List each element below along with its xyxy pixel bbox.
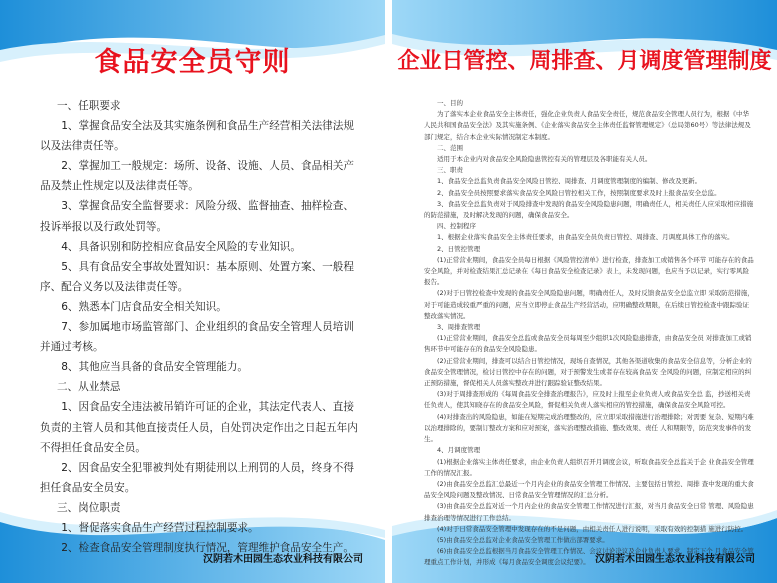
- policy-paragraph: (5)由食品安全总监对企业食品安全管理工作做出部署要求。: [437, 535, 609, 544]
- policy-paragraph: (4)对于日常食品安全管理中发现存在的不足问题，由相关责任人进行说明，采取有效的控制措 施进行防控。: [437, 524, 748, 533]
- company-name: 汉阴若木田园生态农业科技有限公司: [595, 554, 755, 565]
- policy-paragraph: 1、食品安全总监负责食品安全风险日管控、周排查、月调度管理制度的编制、修改及更新。: [437, 177, 702, 186]
- rule-item: 4、具备识别和防控相应食品安全风险的专业知识。: [61, 240, 301, 253]
- policy-paragraph: (3)由食品安全总监对近一个月内企业的食品安全管理工作情况进行汇报，对当月食品安全日常 管理、风险隐患排查治理等情况进行工作总结。: [424, 502, 754, 522]
- rule-item: 1、因食品安全违法被吊销许可证的企业，其法定代表人、直接负责的主管人员和其他直接责任人员，自处罚决定作出之日起五年内不得担任食品安全员。: [40, 401, 358, 454]
- section-heading: 三、职责: [437, 166, 463, 175]
- rules-text: [40, 96, 360, 558]
- policy-paragraph: 为了落实本企业食品安全主体责任，强化企业负责人食品安全责任，规范食品安全管理人员行为，根据《中华人民共和国食品安全法》及其实施条例、《企业落实食品安全主体责任监督管理规定》（总局第60号）等法律法规及部门规定，结合本企业实际情况制定本制度。: [424, 110, 751, 141]
- policy-paragraph: 4、月调度管理: [437, 446, 481, 455]
- section-heading: 二、范围: [437, 143, 463, 152]
- policy-paragraph: (3)对于周排查形成的《每周食品安全排查治理报告》，应及时上报至企业负责人或食品安全总 监，抄送相关责任负责人，使其知晓存在的食品安全风险，督促相关负责人落实相应的管控措施，确保食品安全风险可控。: [424, 390, 751, 410]
- rule-item: 7、参加属地市场监管部门、企业组织的食品安全管理人员培训并通过考核。: [40, 321, 354, 354]
- policy-paragraph: (2)正常营业期间，排查可以结合日管控情况，现场自查情况，其他各渠道收集的食品安全信息等，分析企业的食品安全管理情况，检讨日管控中存在的问题，对于预警发生或者存在较高食品安 全风险的问题，应制定相应的纠正预防措施，督促相关人员落实整改并进行跟踪验证整改结果。: [424, 356, 752, 388]
- section-heading: 三、岗位职责: [56, 501, 121, 514]
- rule-item: 8、其他应当具备的食品安全管理能力。: [61, 361, 249, 374]
- policy-paragraph: 1、根据企业落实食品安全主体责任要求，由食品安全员负责日管控、周排查、月调度具体工作的落实。: [437, 233, 734, 242]
- left-poster: [0, 0, 385, 583]
- rule-item: 5、具有食品安全事故处置知识：基本原则、处置方案、一般程序、配合义务以及法律责任等。: [40, 260, 354, 293]
- poster-title: 食品安全员守则: [94, 47, 291, 78]
- section-heading: 二、从业禁忌: [56, 381, 121, 394]
- section-heading: 一、目的: [437, 99, 463, 107]
- policy-paragraph: 适用于本企业内对食品安全风险隐患管控有关的管理层及各职能有关人员。: [437, 155, 652, 164]
- policy-paragraph: 2、日管控管理: [437, 244, 481, 253]
- policy-paragraph: (1)正常营业期间，食品安全总监或食品安全员每周至少组织1次风险隐患排查，由食品安全员 对排查加工或销售环节中可能存在的食品安全风险隐患。: [424, 334, 752, 354]
- company-name: 汉阴若木田园生态农业科技有限公司: [203, 554, 363, 565]
- rule-item: 2、因食品安全犯罪被判处有期徒刑以上刑罚的人员，终身不得担任食品安全员安。: [40, 461, 354, 494]
- policy-text: [424, 98, 754, 569]
- policy-paragraph: 3、周排查管理: [437, 323, 481, 332]
- policy-paragraph: (1)正常营业期间，食品安全员每日根据《风险管控清单》进行检查，排查加工或销售各个环节 可能存在的食品安全风险，并对检查结果汇总记录在《每日食品安全检查记录》表上，未发现问题，也应当予以记录，实行零风险报告。: [424, 255, 754, 287]
- rule-item: 3、掌握食品安全监督要求：风险分级、监督抽查、抽样检查、投诉举报以及行政处罚等。: [40, 200, 354, 233]
- policy-paragraph: (1)根据企业落实主体责任要求，由企业负责人组织召开月调度会议，听取食品安全总监关于企 业食品安全管理工作的情况汇报。: [424, 457, 754, 477]
- policy-paragraph: (2)由食品安全总监汇总最近一个月内企业的食品安全管理工作情况、主要包括日管控、周排 查中发现的重大食品安全风险问题及整改情况、日常食品安全管理情况的汇总分析。: [424, 479, 754, 500]
- poster-title: 企业日管控、周排查、月调度管理制度: [397, 49, 772, 74]
- right-poster: [392, 0, 777, 583]
- section-heading: 一、任职要求: [56, 100, 121, 112]
- policy-paragraph: (4)对排查出的风险隐患，如能在短期完成治理整改的，应立即采取措施进行治理排除；对需要 复杂、短期内难以治理排除的，要制订整改方案和应对预案，落实治理整改措施、整改效果、责任 人和期限等，防范突发事件的发生。: [424, 412, 754, 444]
- policy-paragraph: 3、食品安全总监负责对于风险排查中发现的食品安全风险隐患问题，明确责任人，相关责任人应采取相应措施的防范措施，及时解决发现的问题，确保食品安全。: [424, 199, 754, 220]
- rule-item: 1、督促落实食品生产经营过程控制要求。: [61, 521, 259, 534]
- policy-paragraph: (6)由食品安全总监根据当月食品安全管理工作情况、会议讨论决议及企业负责人要求，制定下个 月食品安全管理重点工作计划，并形成《每月食品安全调度会议纪要》。: [424, 547, 754, 567]
- panel-divider: [385, 0, 392, 583]
- rule-item: 2、检查食品安全管理制度执行情况，管理维护食品安全生产。: [61, 542, 354, 555]
- section-heading: 四、控制程序: [437, 222, 476, 231]
- rule-item: 1、掌握食品安全法及其实施条例和食品生产经营相关法律法规以及法律责任等。: [40, 120, 354, 153]
- rule-item: 6、熟悉本门店食品安全相关知识。: [61, 300, 227, 313]
- rule-item: 2、掌握加工一般规定：场所、设备、设施、人员、食品相关产品及禁止性规定以及法律责任等。: [40, 160, 354, 193]
- policy-paragraph: (2)对于日管控检查中发现的食品安全风险隐患问题，明确责任人，及时反馈食品安全总监立即 采取防范措施，对于可能造成较重严重的问题，应当立即停止食品生产经营活动，应明确整改期限，在后续日管控检查中跟踪验证整改落实情况。: [424, 289, 754, 320]
- policy-paragraph: 2、食品安全员按照要求落实食品安全风险日管控相关工作，按照制度要求及时上报食品安全总监。: [437, 188, 721, 197]
